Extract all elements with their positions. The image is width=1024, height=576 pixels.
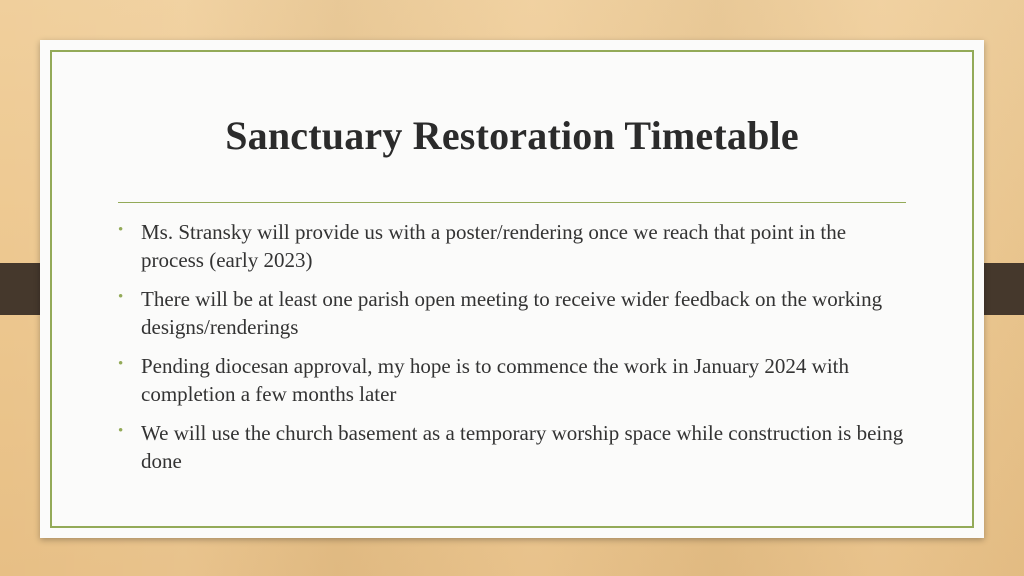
slide-title: Sanctuary Restoration Timetable: [225, 113, 799, 158]
bullet-icon: •: [118, 423, 124, 439]
slide-card: [40, 40, 984, 538]
bullet-icon: •: [118, 289, 124, 305]
title-divider: [118, 202, 906, 203]
bullet-text: There will be at least one parish open meeting to receive wider feedback on the working designs/renderings: [141, 287, 883, 339]
bullet-text: We will use the church basement as a temporary worship space while construction is being done: [141, 421, 904, 473]
bullet-item: [118, 419, 908, 475]
bullet-list: [118, 218, 908, 486]
bullet-item: [118, 352, 908, 408]
bullet-item: [118, 285, 908, 341]
bullet-icon: •: [118, 356, 124, 372]
bullet-item: [118, 218, 908, 274]
bullet-text: Pending diocesan approval, my hope is to commence the work in January 2024 with completion a few months later: [141, 354, 850, 406]
bullet-icon: •: [118, 222, 124, 238]
bullet-text: Ms. Stransky will provide us with a poster/rendering once we reach that point in the process (early 2023): [141, 220, 847, 272]
